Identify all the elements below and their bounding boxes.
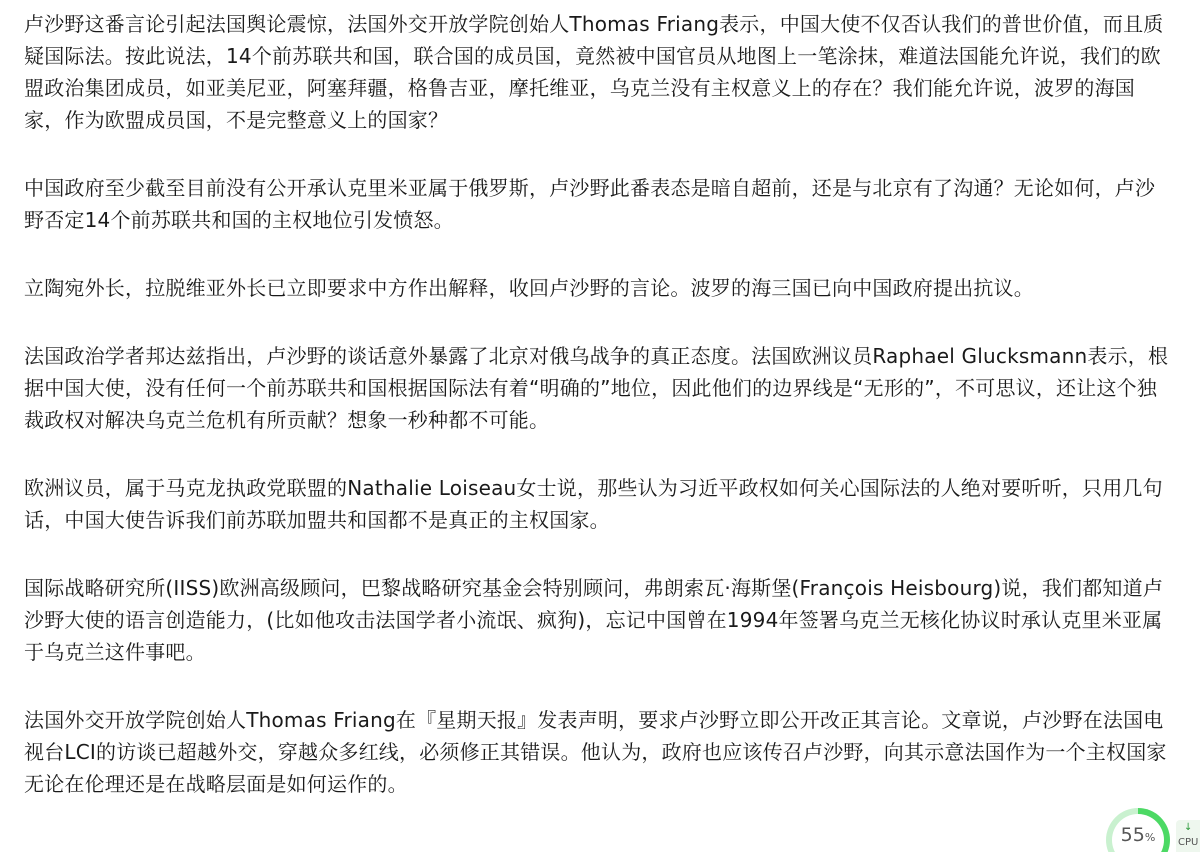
cpu-side-panel — [1176, 820, 1200, 852]
cpu-label: CPU — [1178, 837, 1199, 848]
cpu-usage-widget[interactable] — [1106, 808, 1200, 852]
article-paragraph: 国际战略研究所(IISS)欧洲高级顾问，巴黎战略研究基金会特别顾问，弗朗索瓦·海斯堡(François Heisbourg)说，我们都知道卢沙野大使的语言创造能力，(比如他攻击法国学者小流氓、疯狗)，忘记中国曾在1994年签署乌克兰无核化协议时承认克里米亚属于乌克兰这件事吧。 — [24, 576, 1164, 664]
article-paragraph: 欧洲议员，属于马克龙执政党联盟的Nathalie Loiseau女士说，那些认为习近平政权如何关心国际法的人绝对要听听，只用几句话，中国大使告诉我们前苏联加盟共和国都不是真正的主权国家。 — [24, 476, 1163, 532]
article-paragraph: 立陶宛外长，拉脱维亚外长已立即要求中方作出解释，收回卢沙野的言论。波罗的海三国已向中国政府提出抗议。 — [24, 276, 1034, 300]
article-body — [24, 8, 1174, 836]
article-paragraph: 法国外交开放学院创始人Thomas Friang在『星期天报』发表声明，要求卢沙野立即公开改正其言论。文章说，卢沙野在法国电视台LCI的访谈已超越外交，穿越众多红线，必须修正其错误。他认为，政府也应该传召卢沙野，向其示意法国作为一个主权国家无论在伦理还是在战略层面是如何运作的。 — [24, 708, 1167, 796]
cpu-usage-number: 55 — [1120, 824, 1145, 846]
cpu-usage-unit: % — [1144, 831, 1156, 844]
down-arrow-icon: ↓ — [1184, 822, 1193, 833]
article-paragraph: 卢沙野这番言论引起法国舆论震惊，法国外交开放学院创始人Thomas Friang表示，中国大使不仅否认我们的普世价值，而且质疑国际法。按此说法，14个前苏联共和国，联合国的成员国，竟然被中国官员从地图上一笔涂抹，难道法国能允许说，我们的欧盟政治集团成员，如亚美尼亚，阿塞拜疆，格鲁吉亚，摩托维亚，乌克兰没有主权意义上的存在？我们能允许说，波罗的海国家，作为欧盟成员国，不是完整意义上的国家？ — [24, 12, 1164, 132]
article-paragraph: 法国政治学者邦达兹指出，卢沙野的谈话意外暴露了北京对俄乌战争的真正态度。法国欧洲议员Raphael Glucksmann表示，根据中国大使，没有任何一个前苏联共和国根据国际法有着“明确的”地位，因此他们的边界线是“无形的”，不可思议，还让这个独裁政权对解决乌克兰危机有所贡献？想象一秒种都不可能。 — [24, 344, 1169, 432]
article-paragraph: 中国政府至少截至目前没有公开承认克里米亚属于俄罗斯，卢沙野此番表态是暗自超前，还是与北京有了沟通？无论如何，卢沙野否定14个前苏联共和国的主权地位引发愤怒。 — [24, 176, 1156, 232]
cpu-usage-value — [1106, 824, 1170, 846]
